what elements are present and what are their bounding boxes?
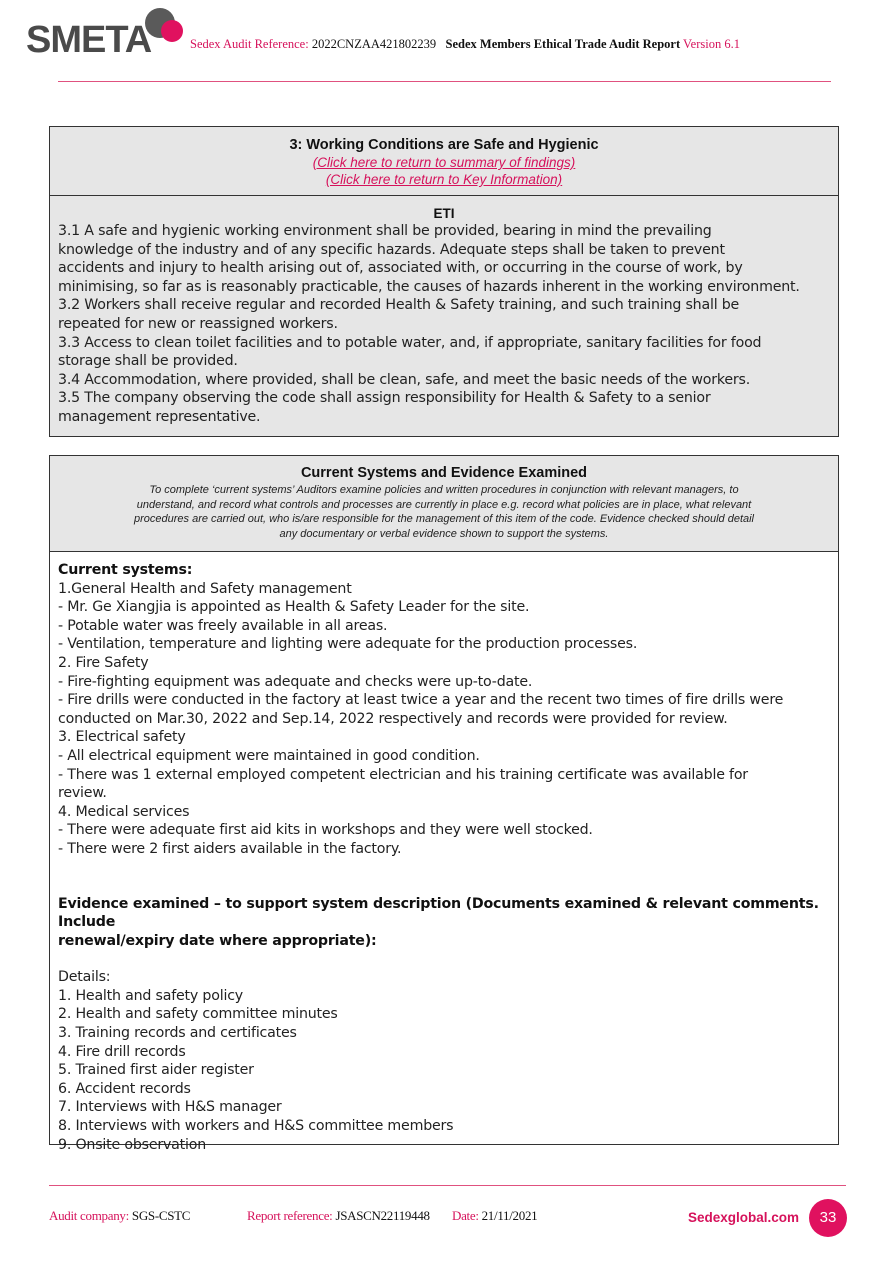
systems-instructions [58, 483, 830, 541]
report-ref-label: Report reference: [247, 1208, 333, 1223]
audit-ref-value: 2022CNZAA421802239 [311, 37, 437, 51]
evidence-heading-line: Evidence examined – to support system description (Documents examined & relevant comments. Include [58, 895, 819, 931]
eti-line: 3.3 Access to clean toilet facilities and to potable water, and, if appropriate, sanitary facilities for food [58, 334, 762, 351]
smeta-logo [26, 8, 186, 60]
report-ref-value: JSASCN22119448 [335, 1208, 430, 1223]
systems-line: - There were 2 first aiders available in the factory. [58, 840, 402, 857]
details-item: 3. Training records and certificates [58, 1025, 297, 1042]
details-item: 1. Health and safety policy [58, 987, 243, 1004]
report-version: Version 6.1 [683, 37, 740, 51]
systems-line: - Potable water was freely available in all areas. [58, 617, 388, 634]
audit-ref-label: Sedex Audit Reference: [190, 37, 309, 51]
details-list [58, 987, 830, 1154]
section-title-box [49, 126, 839, 196]
systems-line: 1.General Health and Safety management [58, 580, 352, 597]
page-number-badge: 33 [809, 1199, 847, 1237]
systems-title: Current Systems and Evidence Examined [300, 465, 588, 481]
instruction-line: understand, and record what controls and processes are currently in place e.g. record what policies are in place, what relevant [136, 498, 752, 511]
link-summary-of-findings[interactable]: (Click here to return to summary of findings) [312, 155, 576, 170]
date-value: 21/11/2021 [481, 1208, 538, 1223]
eti-line: management representative. [58, 408, 261, 425]
systems-line: - Mr. Ge Xiangjia is appointed as Health & Safety Leader for the site. [58, 599, 530, 616]
systems-content-box [49, 551, 839, 1153]
details-item: 7. Interviews with H&S manager [58, 1099, 282, 1116]
logo-text: SMETA [26, 19, 152, 61]
eti-line: 3.4 Accommodation, where provided, shall be clean, safe, and meet the basic needs of the workers. [58, 371, 751, 388]
eti-line: accidents and injury to health arising out of, associated with, or occurring in the course of work, by [58, 260, 743, 277]
instruction-line: procedures are carried out, who is/are responsible for the management of this item of the code. Evidence checked should detail [133, 513, 755, 526]
details-item: 2. Health and safety committee minutes [58, 1006, 338, 1023]
logo-pink-dot [161, 20, 183, 42]
header-reference-line [190, 37, 740, 52]
sedex-site-link[interactable]: Sedexglobal.com [688, 1210, 800, 1225]
footer-audit-company [49, 1208, 190, 1224]
systems-line: - Fire-fighting equipment was adequate and checks were up-to-date. [58, 673, 533, 690]
eti-line: 3.2 Workers shall receive regular and recorded Health & Safety training, and such training shall be [58, 297, 740, 314]
systems-line: review. [58, 785, 107, 802]
section-title: 3: Working Conditions are Safe and Hygienic [289, 137, 599, 153]
systems-header-box [49, 455, 839, 552]
instruction-line: To complete ‘current systems’ Auditors examine policies and written procedures in conjunction with relevant managers, to [149, 484, 739, 496]
evidence-heading [58, 895, 830, 951]
eti-line: storage shall be provided. [58, 353, 238, 370]
eti-line: 3.5 The company observing the code shall assign responsibility for Health & Safety to a senior [58, 390, 711, 407]
eti-heading: ETI [433, 206, 455, 221]
systems-line: 2. Fire Safety [58, 654, 149, 671]
systems-line: - All electrical equipment were maintained in good condition. [58, 747, 480, 764]
current-systems-list [58, 580, 830, 859]
details-item: 8. Interviews with workers and H&S committee members [58, 1118, 454, 1135]
details-label: Details: [58, 969, 111, 986]
footer-date [452, 1208, 537, 1224]
eti-text [58, 222, 830, 427]
systems-line: conducted on Mar.30, 2022 and Sep.14, 2022 respectively and records were provided for review. [58, 710, 728, 727]
eti-box [49, 195, 839, 437]
footer-report-reference [247, 1208, 430, 1224]
footer-divider [49, 1185, 846, 1186]
evidence-heading-line: renewal/expiry date where appropriate): [58, 932, 377, 949]
systems-line: - There were adequate first aid kits in workshops and they were well stocked. [58, 822, 593, 839]
details-item: 5. Trained first aider register [58, 1062, 254, 1079]
details-item: 6. Accident records [58, 1080, 191, 1097]
current-systems-heading: Current systems: [58, 562, 193, 578]
systems-line: 3. Electrical safety [58, 729, 186, 746]
instruction-line: any documentary or verbal evidence shown to support the systems. [279, 527, 609, 540]
header-divider [58, 81, 831, 82]
date-label: Date: [452, 1208, 479, 1223]
audit-company-label: Audit company: [49, 1208, 129, 1223]
eti-line: repeated for new or reassigned workers. [58, 315, 338, 332]
systems-line: 4. Medical services [58, 803, 190, 820]
systems-line: - There was 1 external employed competent electrician and his training certificate was available for [58, 766, 748, 783]
link-key-information[interactable]: (Click here to return to Key Information) [325, 172, 563, 187]
eti-line: minimising, so far as is reasonably practicable, the causes of hazards inherent in the working environment. [58, 278, 800, 295]
systems-line: - Ventilation, temperature and lighting were adequate for the production processes. [58, 636, 638, 653]
systems-line: - Fire drills were conducted in the factory at least twice a year and the recent two times of fire drills were [58, 692, 784, 709]
page-header [0, 0, 895, 90]
page-footer [0, 1180, 895, 1260]
audit-company-value: SGS-CSTC [131, 1208, 191, 1223]
details-item: 9. Onsite observation [58, 1136, 207, 1153]
eti-line: 3.1 A safe and hygienic working environment shall be provided, bearing in mind the prevailing [58, 223, 712, 239]
details-item: 4. Fire drill records [58, 1043, 186, 1060]
report-title: Sedex Members Ethical Trade Audit Report [445, 37, 681, 51]
eti-line: knowledge of the industry and of any specific hazards. Adequate steps shall be taken to prevent [58, 241, 725, 258]
